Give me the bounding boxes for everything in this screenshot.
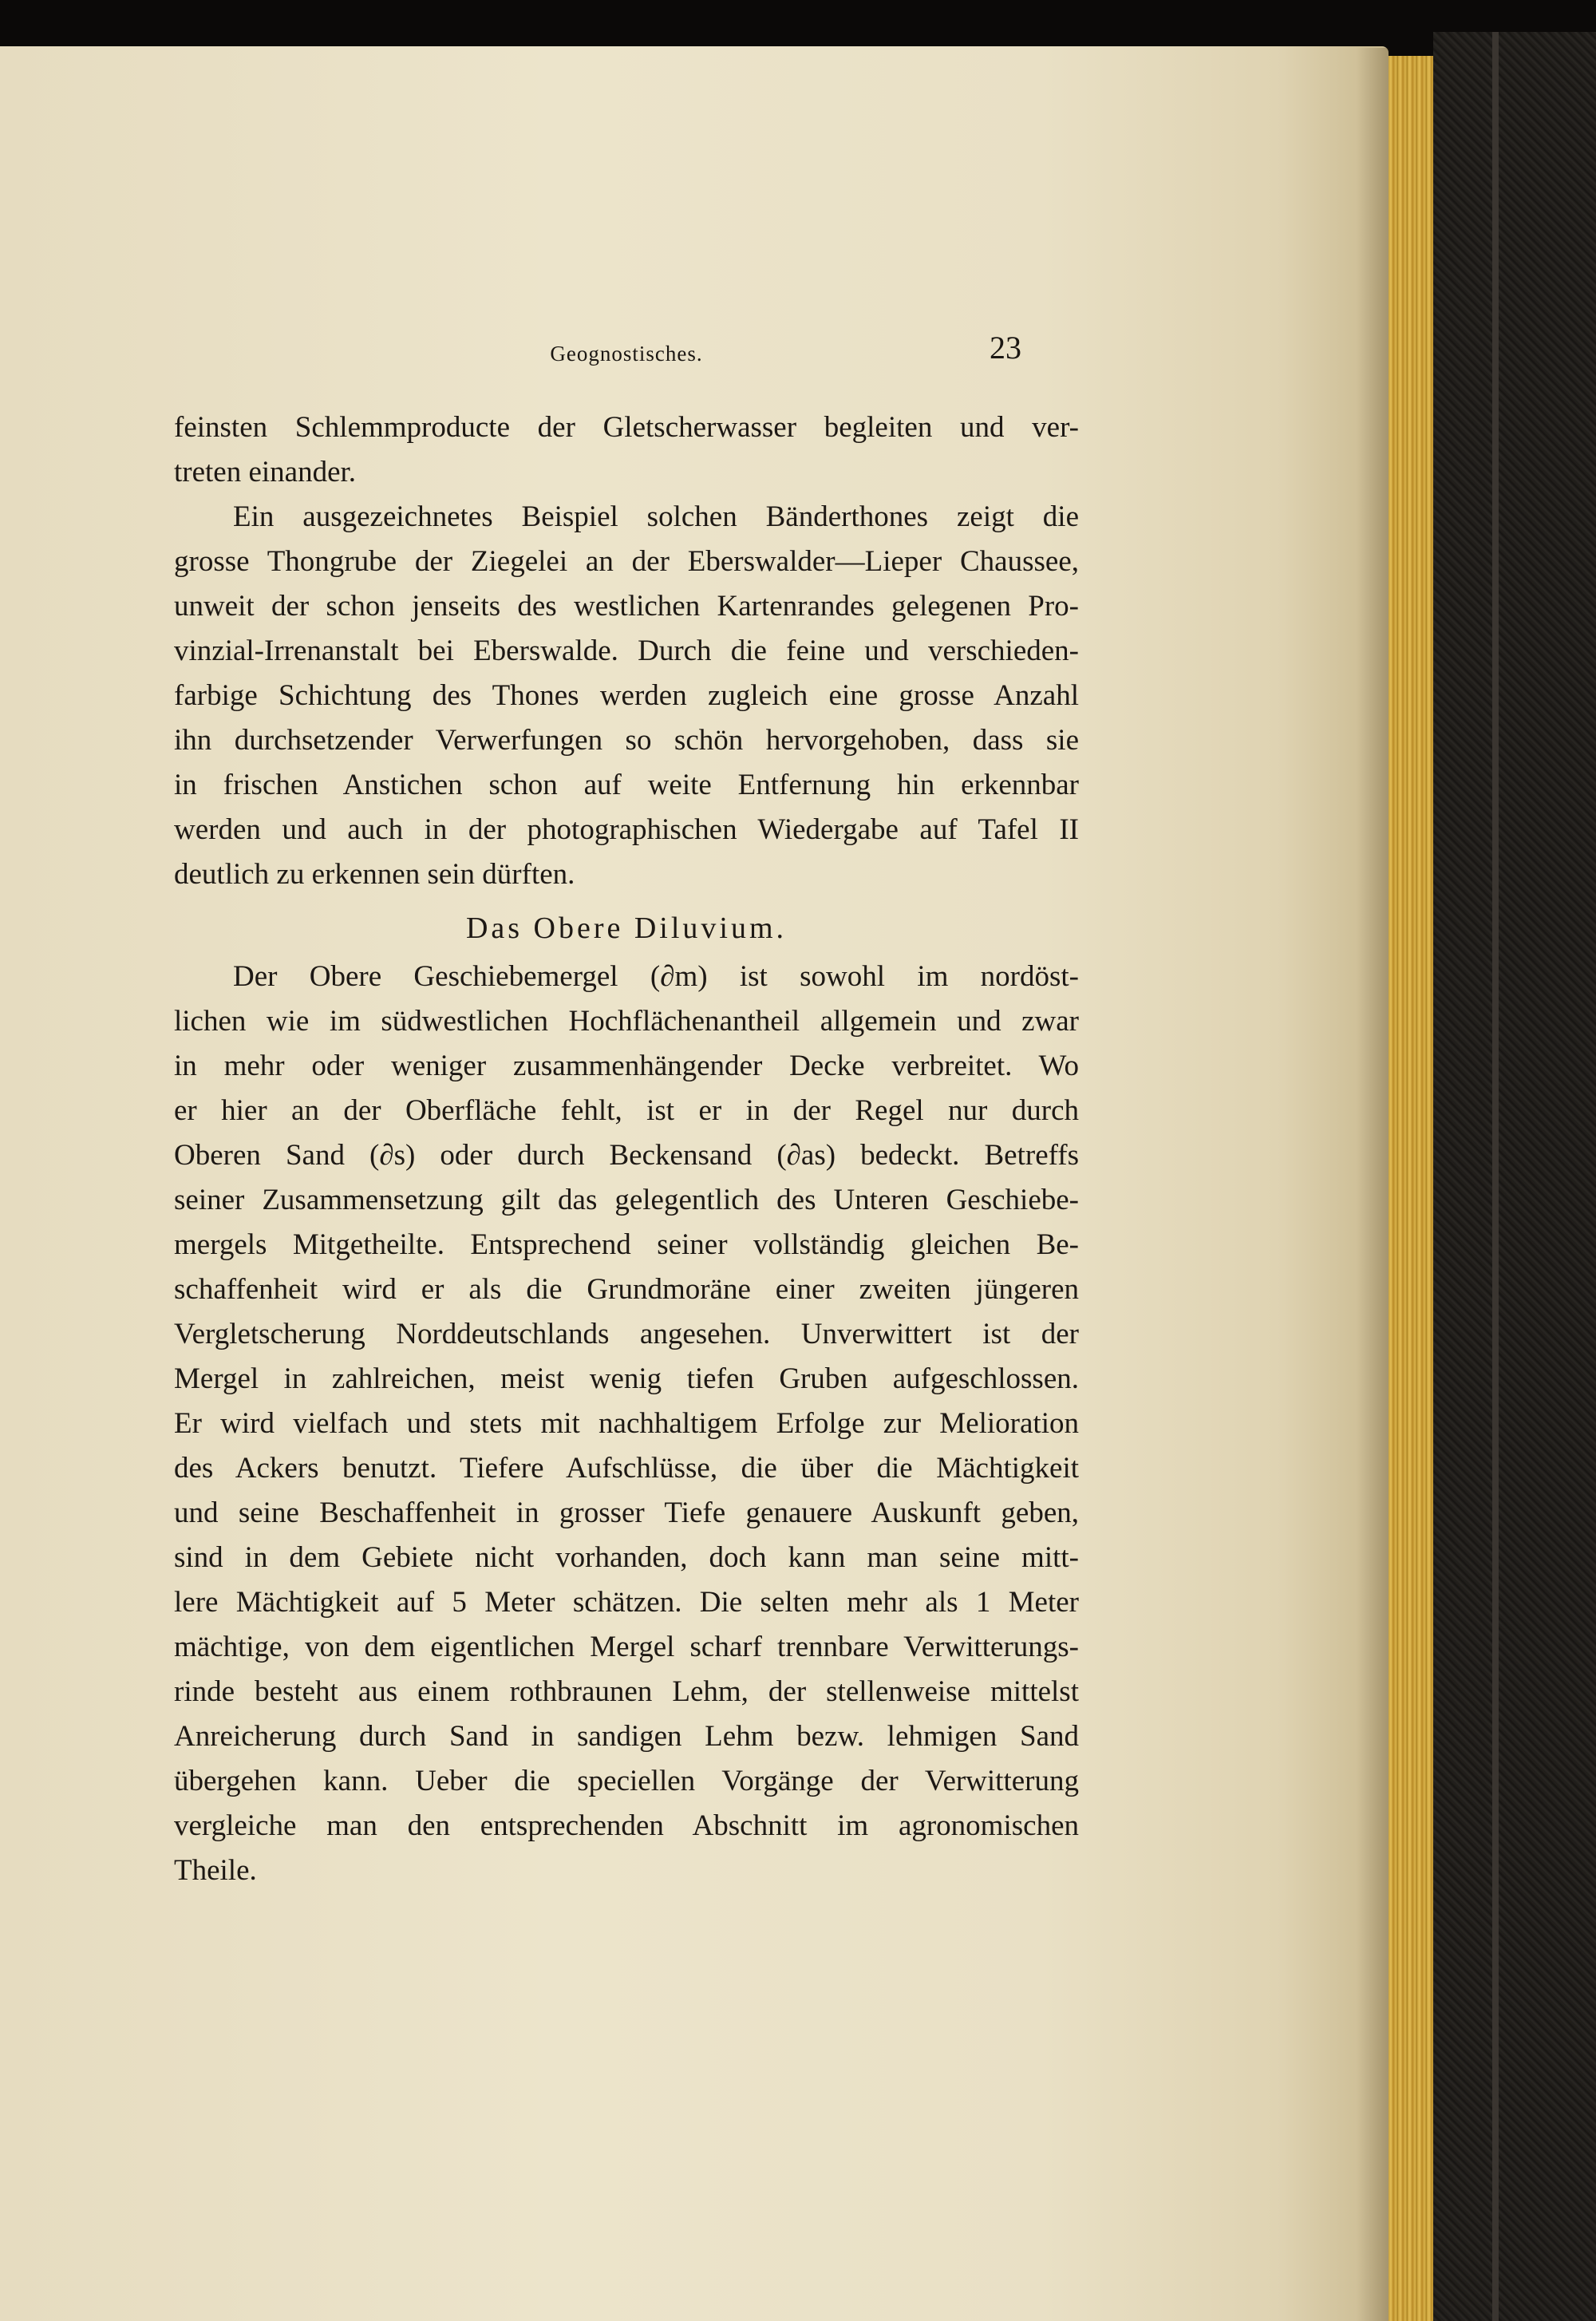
text-line: deutlich zu erkennen sein dürften. — [174, 858, 575, 891]
text-line: ihn durchsetzender Verwerfungen so schön hervorgehoben, dass sie — [174, 724, 1079, 757]
section-heading: Das Obere Diluvium. — [465, 911, 788, 945]
text-line: Der Obere Geschiebemergel (∂m) ist sowohl im nordöst- — [233, 960, 1079, 993]
text-line: lere Mächtigkeit auf 5 Meter schätzen. Die selten mehr als 1 Meter — [174, 1586, 1079, 1619]
text-line: farbige Schichtung des Thones werden zugleich eine grosse Anzahl — [174, 679, 1079, 712]
gilt-page-edges — [1389, 56, 1433, 2321]
page-body-text — [174, 405, 1079, 1893]
text-line: Mergel in zahlreichen, meist wenig tiefen Gruben aufgeschlossen. — [174, 1362, 1079, 1395]
text-line: lichen wie im südwestlichen Hochflächenantheil allgemein und zwar — [174, 1005, 1079, 1038]
text-line: werden und auch in der photographischen Wiedergabe auf Tafel II — [174, 813, 1079, 846]
text-line: und seine Beschaffenheit in grosser Tiefe genauere Auskunft geben, — [174, 1497, 1079, 1529]
text-line: in mehr oder weniger zusammenhängender Decke verbreitet. Wo — [174, 1050, 1079, 1082]
book-binding — [1433, 32, 1596, 2321]
text-line: des Ackers benutzt. Tiefere Aufschlüsse, die über die Mächtigkeit — [174, 1452, 1079, 1485]
text-line: er hier an der Oberfläche fehlt, ist er in der Regel nur durch — [174, 1094, 1079, 1127]
text-line: schaffenheit wird er als die Grundmoräne einer zweiten jüngeren — [174, 1273, 1079, 1306]
text-line: sind in dem Gebiete nicht vorhanden, doch kann man seine mitt- — [174, 1541, 1079, 1574]
running-head: Geognostisches. — [550, 342, 703, 366]
text-line: vergleiche man den entsprechenden Abschnitt im agronomischen — [174, 1809, 1079, 1842]
text-line: Vergletscherung Norddeutschlands angesehen. Unverwittert ist der — [174, 1318, 1079, 1350]
page-number: 23 — [990, 330, 1021, 366]
text-line: Er wird vielfach und stets mit nachhaltigem Erfolge zur Melioration — [174, 1407, 1079, 1440]
text-line: Ein ausgezeichnetes Beispiel solchen Bänderthones zeigt die — [233, 500, 1079, 533]
text-line: Anreicherung durch Sand in sandigen Lehm bezw. lehmigen Sand — [174, 1720, 1079, 1753]
text-line: grosse Thongrube der Ziegelei an der Eberswalder—Lieper Chaussee, — [174, 545, 1079, 578]
text-line: mergels Mitgetheilte. Entsprechend seiner vollständig gleichen Be- — [174, 1228, 1079, 1261]
text-line: vinzial-Irrenanstalt bei Eberswalde. Durch die feine und verschieden- — [174, 635, 1079, 667]
text-line: Oberen Sand (∂s) oder durch Beckensand (∂as) bedeckt. Betreffs — [174, 1139, 1079, 1172]
text-line: unweit der schon jenseits des westlichen Kartenrandes gelegenen Pro- — [174, 590, 1079, 623]
text-line: treten einander. — [174, 456, 357, 488]
text-line: seiner Zusammensetzung gilt das gelegentlich des Unteren Geschiebe- — [174, 1184, 1079, 1216]
text-line: mächtige, von dem eigentlichen Mergel scharf trennbare Verwitterungs- — [174, 1631, 1079, 1663]
text-line: übergehen kann. Ueber die speciellen Vorgänge der Verwitterung — [174, 1765, 1079, 1797]
page-gutter-shadow — [1357, 48, 1389, 2321]
text-line: feinsten Schlemmproducte der Gletscherwasser begleiten und ver- — [174, 411, 1079, 444]
text-line: rinde besteht aus einem rothbraunen Lehm, der stellenweise mittelst — [174, 1675, 1079, 1708]
text-line: in frischen Anstichen schon auf weite Entfernung hin erkennbar — [174, 769, 1079, 801]
text-line: Theile. — [174, 1854, 257, 1887]
binding-edge — [1492, 32, 1499, 2321]
